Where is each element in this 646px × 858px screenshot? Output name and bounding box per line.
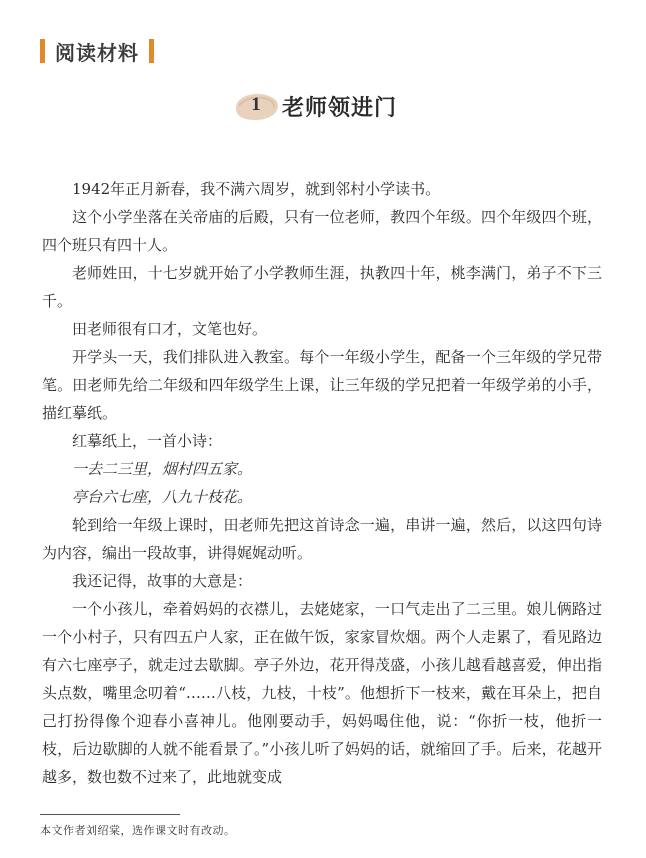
section-bar-right	[149, 39, 154, 63]
footnote: 本文作者刘绍棠，选作课文时有改动。	[40, 824, 236, 837]
paragraph: 开学头一天，我们排队进入教室。每个一年级小学生，配备一个三年级的学兄带笔。田老师先给二年级和四年级学生上课，让三年级的学兄把着一年级学弟的小手，描红摹纸。	[42, 348, 602, 422]
paragraph: 老师姓田，十七岁就开始了小学教师生涯，执教四十年，桃李满门，弟子不下三千。	[42, 264, 602, 310]
paragraph: 轮到给一年级上课时，田老师先把这首诗念一遍，串讲一遍，然后，以这四句诗为内容，编出一段故事，讲得娓娓动听。	[42, 516, 602, 562]
paragraph: 红摹纸上，一首小诗：	[72, 432, 223, 450]
article-body	[42, 175, 602, 791]
lesson-number: 1	[251, 94, 261, 115]
poem-line: 一去二三里，烟村四五家。	[72, 460, 253, 478]
paragraph: 田老师很有口才，文笔也好。	[72, 320, 268, 338]
paragraph: 这个小学坐落在关帝庙的后殿，只有一位老师，教四个年级。四个年级四个班，四个班只有四十人。	[42, 208, 602, 254]
section-bar-left	[40, 39, 45, 63]
section-title: 阅读材料	[55, 40, 139, 65]
section-header	[40, 38, 154, 64]
paragraph: 我还记得，故事的大意是：	[72, 572, 253, 590]
footnote-divider	[40, 814, 180, 815]
poem-line: 亭台六七座，八九十枝花。	[72, 488, 253, 506]
paragraph: 1942年正月新春，我不满六周岁，就到邻村小学读书。	[72, 180, 441, 198]
paragraph: 一个小孩儿，牵着妈妈的衣襟儿，去姥姥家，一口气走出了二三里。娘儿俩路过一个小村子，只有四五户人家，正在做午饭，家家冒炊烟。两个人走累了，看见路边有六七座亭子，就走过去歇脚。亭子外边，花开得茂盛，小孩儿越看越喜爱，伸出指头点数，嘴里念叨着“……八枝，九枝，十枝”。他想折下一枝来，戴在耳朵上，把自己打扮得像个迎春小喜神儿。他刚要动手，妈妈喝住他，说：“你折一枝，他折一枝，后边歇脚的人就不能看景了。”小孩儿听了妈妈的话，就缩回了手。后来，花越开越多，数也数不过来了，此地就变成	[42, 600, 602, 786]
lesson-title: 老师领进门	[282, 95, 398, 121]
lesson-heading	[233, 90, 533, 124]
